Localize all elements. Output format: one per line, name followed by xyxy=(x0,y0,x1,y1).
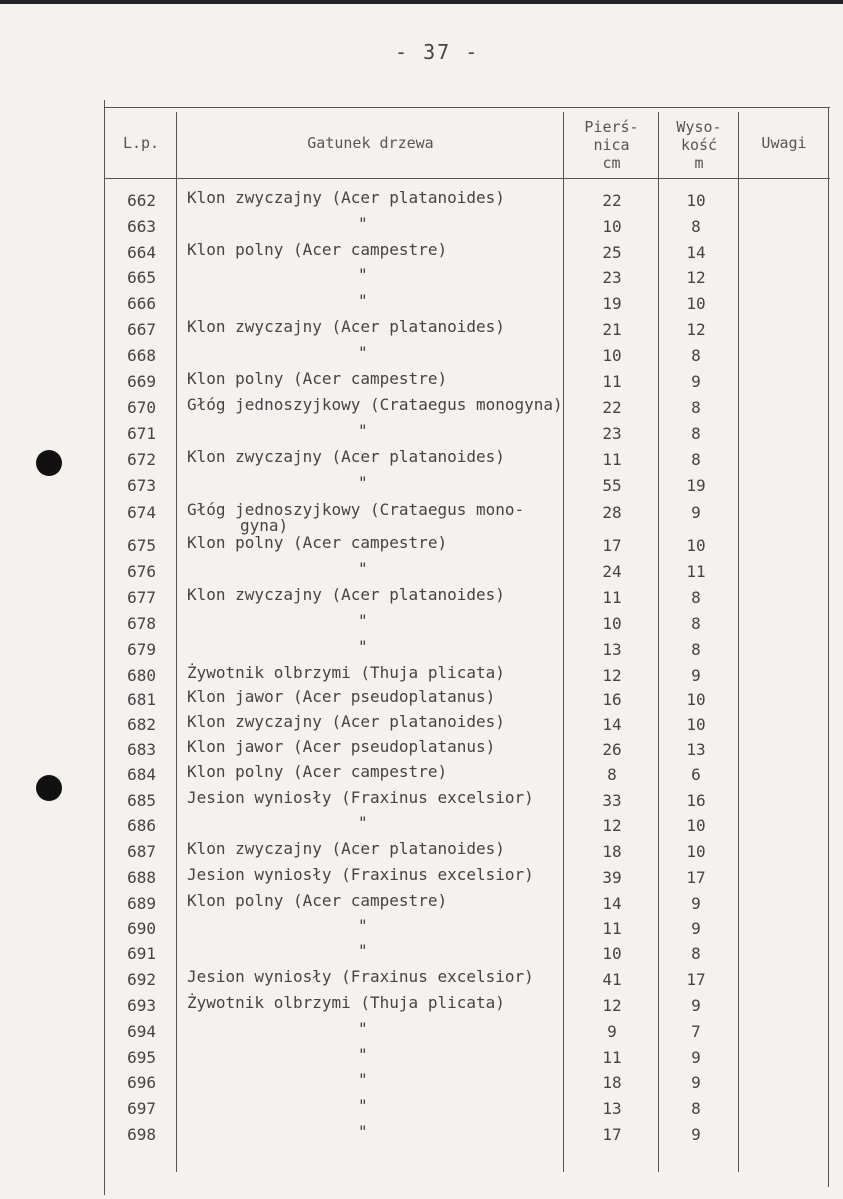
row-lp: 675 xyxy=(127,536,156,555)
row-wysokosc: 9 xyxy=(691,372,701,391)
row-piersnica: 25 xyxy=(602,243,622,262)
row-gatunek: " xyxy=(358,265,368,284)
row-lp: 679 xyxy=(127,640,156,659)
row-wysokosc: 14 xyxy=(686,243,706,262)
row-piersnica: 11 xyxy=(602,450,622,469)
row-piersnica: 22 xyxy=(602,191,622,210)
top-edge xyxy=(0,0,843,4)
row-gatunek: Głóg jednoszyjkowy (Crataegus mono- xyxy=(187,500,525,519)
row-lp: 697 xyxy=(127,1099,156,1118)
row-piersnica: 17 xyxy=(602,1125,622,1144)
row-piersnica: 13 xyxy=(602,640,622,659)
row-lp: 690 xyxy=(127,919,156,938)
row-piersnica: 24 xyxy=(602,562,622,581)
row-gatunek: Klon zwyczajny (Acer platanoides) xyxy=(187,839,505,858)
row-piersnica: 17 xyxy=(602,536,622,555)
row-gatunek: Żywotnik olbrzymi (Thuja plicata) xyxy=(187,993,505,1012)
table-row xyxy=(0,1070,843,1099)
row-gatunek: Klon polny (Acer campestre) xyxy=(187,240,448,259)
table-row xyxy=(0,395,843,424)
row-wysokosc: 8 xyxy=(691,614,701,633)
row-wysokosc: 10 xyxy=(686,536,706,555)
row-lp: 681 xyxy=(127,690,156,709)
row-piersnica: 10 xyxy=(602,217,622,236)
row-piersnica: 11 xyxy=(602,919,622,938)
row-gatunek: Żywotnik olbrzymi (Thuja plicata) xyxy=(187,663,505,682)
row-lp: 687 xyxy=(127,842,156,861)
row-piersnica: 11 xyxy=(602,588,622,607)
row-lp: 688 xyxy=(127,868,156,887)
row-piersnica: 10 xyxy=(602,346,622,365)
row-piersnica: 33 xyxy=(602,791,622,810)
row-piersnica: 14 xyxy=(602,894,622,913)
row-wysokosc: 8 xyxy=(691,640,701,659)
row-gatunek: Klon polny (Acer campestre) xyxy=(187,533,448,552)
row-wysokosc: 10 xyxy=(686,191,706,210)
row-wysokosc: 9 xyxy=(691,666,701,685)
row-wysokosc: 12 xyxy=(686,320,706,339)
row-piersnica: 16 xyxy=(602,690,622,709)
row-piersnica: 28 xyxy=(602,503,622,522)
row-wysokosc: 6 xyxy=(691,765,701,784)
row-wysokosc: 10 xyxy=(686,294,706,313)
row-wysokosc: 9 xyxy=(691,1125,701,1144)
row-lp: 684 xyxy=(127,765,156,784)
row-wysokosc: 17 xyxy=(686,868,706,887)
row-piersnica: 22 xyxy=(602,398,622,417)
row-wysokosc: 8 xyxy=(691,424,701,443)
row-wysokosc: 9 xyxy=(691,1073,701,1092)
table-top-rule xyxy=(104,107,830,108)
row-lp: 674 xyxy=(127,503,156,522)
row-lp: 671 xyxy=(127,424,156,443)
row-wysokosc: 12 xyxy=(686,268,706,287)
row-gatunek: " xyxy=(358,343,368,362)
header-wysokosc: Wyso- kość m xyxy=(676,118,722,172)
row-lp: 682 xyxy=(127,715,156,734)
row-lp: 692 xyxy=(127,970,156,989)
row-lp: 689 xyxy=(127,894,156,913)
row-lp: 680 xyxy=(127,666,156,685)
table-row xyxy=(0,447,843,476)
row-gatunek: " xyxy=(358,1070,368,1089)
row-gatunek: " xyxy=(358,559,368,578)
row-piersnica: 11 xyxy=(602,1048,622,1067)
row-gatunek: " xyxy=(358,1096,368,1115)
row-wysokosc: 16 xyxy=(686,791,706,810)
row-gatunek: Klon zwyczajny (Acer platanoides) xyxy=(187,317,505,336)
row-piersnica: 18 xyxy=(602,842,622,861)
row-lp: 698 xyxy=(127,1125,156,1144)
row-wysokosc: 9 xyxy=(691,919,701,938)
row-gatunek: " xyxy=(358,813,368,832)
row-gatunek: Głóg jednoszyjkowy (Crataegus monogyna) xyxy=(187,395,563,414)
row-gatunek: " xyxy=(358,941,368,960)
row-piersnica: 39 xyxy=(602,868,622,887)
row-piersnica: 18 xyxy=(602,1073,622,1092)
row-piersnica: 13 xyxy=(602,1099,622,1118)
row-lp: 662 xyxy=(127,191,156,210)
table-row xyxy=(0,240,843,269)
row-gatunek: " xyxy=(358,1045,368,1064)
row-wysokosc: 9 xyxy=(691,503,701,522)
table-row xyxy=(0,1096,843,1125)
row-piersnica: 8 xyxy=(607,765,617,784)
row-lp: 663 xyxy=(127,217,156,236)
table-row xyxy=(0,1045,843,1074)
row-lp: 683 xyxy=(127,740,156,759)
row-piersnica: 10 xyxy=(602,944,622,963)
row-wysokosc: 9 xyxy=(691,894,701,913)
row-gatunek: Jesion wyniosły (Fraxinus excelsior) xyxy=(187,967,534,986)
header-uwagi: Uwagi xyxy=(761,134,807,152)
header-gatunek: Gatunek drzewa xyxy=(307,134,434,152)
row-piersnica: 21 xyxy=(602,320,622,339)
row-lp: 678 xyxy=(127,614,156,633)
row-wysokosc: 10 xyxy=(686,816,706,835)
row-gatunek: " xyxy=(358,214,368,233)
table-row xyxy=(0,188,843,217)
row-gatunek: " xyxy=(358,291,368,310)
row-gatunek: Jesion wyniosły (Fraxinus excelsior) xyxy=(187,865,534,884)
row-gatunek: Klon zwyczajny (Acer platanoides) xyxy=(187,712,505,731)
row-wysokosc: 9 xyxy=(691,996,701,1015)
row-lp: 664 xyxy=(127,243,156,262)
row-lp: 696 xyxy=(127,1073,156,1092)
row-piersnica: 12 xyxy=(602,996,622,1015)
table-row xyxy=(0,611,843,640)
table-row xyxy=(0,265,843,294)
row-gatunek: Klon polny (Acer campestre) xyxy=(187,762,448,781)
row-wysokosc: 7 xyxy=(691,1022,701,1041)
row-piersnica: 26 xyxy=(602,740,622,759)
row-lp: 665 xyxy=(127,268,156,287)
row-gatunek: Jesion wyniosły (Fraxinus excelsior) xyxy=(187,788,534,807)
row-wysokosc: 13 xyxy=(686,740,706,759)
row-wysokosc: 8 xyxy=(691,398,701,417)
table-row xyxy=(0,500,843,535)
row-lp: 677 xyxy=(127,588,156,607)
table-row xyxy=(0,533,843,562)
row-piersnica: 19 xyxy=(602,294,622,313)
row-lp: 693 xyxy=(127,996,156,1015)
row-gatunek: Klon jawor (Acer pseudoplatanus) xyxy=(187,737,496,756)
table-row xyxy=(0,473,843,502)
row-lp: 666 xyxy=(127,294,156,313)
row-piersnica: 10 xyxy=(602,614,622,633)
row-gatunek: " xyxy=(358,916,368,935)
row-wysokosc: 8 xyxy=(691,346,701,365)
row-lp: 673 xyxy=(127,476,156,495)
row-piersnica: 55 xyxy=(602,476,622,495)
row-lp: 686 xyxy=(127,816,156,835)
row-lp: 676 xyxy=(127,562,156,581)
row-wysokosc: 8 xyxy=(691,1099,701,1118)
row-gatunek: " xyxy=(358,421,368,440)
row-gatunek: Klon polny (Acer campestre) xyxy=(187,369,448,388)
row-lp: 694 xyxy=(127,1022,156,1041)
row-wysokosc: 8 xyxy=(691,944,701,963)
table-row xyxy=(0,891,843,920)
row-lp: 667 xyxy=(127,320,156,339)
row-gatunek: " xyxy=(358,637,368,656)
row-lp: 668 xyxy=(127,346,156,365)
row-piersnica: 23 xyxy=(602,424,622,443)
row-gatunek: Klon zwyczajny (Acer platanoides) xyxy=(187,585,505,604)
row-piersnica: 9 xyxy=(607,1022,617,1041)
row-wysokosc: 9 xyxy=(691,1048,701,1067)
row-piersnica: 12 xyxy=(602,666,622,685)
table-row xyxy=(0,993,843,1022)
row-lp: 691 xyxy=(127,944,156,963)
row-lp: 672 xyxy=(127,450,156,469)
row-gatunek: Klon zwyczajny (Acer platanoides) xyxy=(187,188,505,207)
row-wysokosc: 10 xyxy=(686,690,706,709)
header-piersnica: Pierś- nica cm xyxy=(584,118,639,172)
row-wysokosc: 8 xyxy=(691,450,701,469)
header-lp: L.p. xyxy=(122,134,160,152)
row-piersnica: 11 xyxy=(602,372,622,391)
table-row xyxy=(0,1019,843,1048)
table-row xyxy=(0,1122,843,1151)
row-gatunek: " xyxy=(358,611,368,630)
row-gatunek: Klon jawor (Acer pseudoplatanus) xyxy=(187,687,496,706)
row-lp: 670 xyxy=(127,398,156,417)
table-row xyxy=(0,788,843,817)
row-wysokosc: 11 xyxy=(686,562,706,581)
page-number: - 37 - xyxy=(395,40,480,64)
row-gatunek: " xyxy=(358,1019,368,1038)
row-wysokosc: 10 xyxy=(686,842,706,861)
row-gatunek: Klon zwyczajny (Acer platanoides) xyxy=(187,447,505,466)
table-row xyxy=(0,317,843,346)
row-lp: 669 xyxy=(127,372,156,391)
row-wysokosc: 19 xyxy=(686,476,706,495)
table-row xyxy=(0,916,843,945)
header-rule xyxy=(104,178,830,179)
row-piersnica: 14 xyxy=(602,715,622,734)
row-wysokosc: 10 xyxy=(686,715,706,734)
row-gatunek-continuation: gyna) xyxy=(240,516,289,535)
row-gatunek: " xyxy=(358,1122,368,1141)
row-piersnica: 23 xyxy=(602,268,622,287)
row-piersnica: 41 xyxy=(602,970,622,989)
row-gatunek: " xyxy=(358,473,368,492)
row-lp: 695 xyxy=(127,1048,156,1067)
row-wysokosc: 8 xyxy=(691,217,701,236)
row-lp: 685 xyxy=(127,791,156,810)
row-wysokosc: 17 xyxy=(686,970,706,989)
row-piersnica: 12 xyxy=(602,816,622,835)
row-gatunek: Klon polny (Acer campestre) xyxy=(187,891,448,910)
row-wysokosc: 8 xyxy=(691,588,701,607)
table-row xyxy=(0,585,843,614)
